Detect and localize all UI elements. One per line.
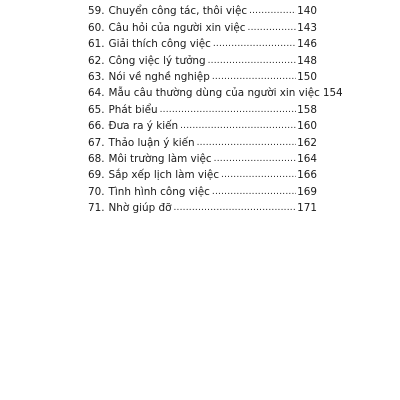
entry-title: Mẫu câu thường dùng của người xin việc — [108, 87, 320, 100]
entry-title: Phát biểu — [108, 103, 158, 116]
dot-leader — [213, 38, 296, 50]
entry-number: 71. — [88, 202, 105, 215]
dot-leader — [221, 169, 296, 181]
entry-number: 59. — [88, 5, 105, 18]
entry-title: Đưa ra ý kiến — [108, 120, 179, 133]
entry-page: 158 — [297, 103, 317, 116]
entry-page: 160 — [297, 120, 317, 133]
entry-title: Chuyển công tác, thôi việc — [108, 5, 248, 18]
entry-page: 140 — [297, 5, 317, 18]
toc-entry — [88, 50, 317, 66]
dot-leader — [197, 137, 297, 149]
dot-leader — [212, 71, 296, 83]
entry-page: 154 — [322, 87, 343, 100]
entry-number: 63. — [88, 70, 105, 83]
toc-entry — [88, 83, 343, 100]
entry-number: 66. — [88, 120, 105, 133]
entry-page: 171 — [297, 202, 317, 215]
entry-title: Câu hỏi của người xin việc — [108, 21, 246, 34]
entry-page: 162 — [297, 136, 317, 149]
entry-title: Môi trường làm việc — [108, 152, 212, 165]
entry-page: 148 — [297, 54, 317, 67]
entry-title: Nhờ giúp đỡ — [108, 202, 172, 215]
entry-number: 64. — [88, 87, 105, 100]
entry-number: 60. — [88, 21, 105, 34]
entry-number: 62. — [88, 54, 105, 67]
entry-page: 150 — [297, 70, 317, 83]
entry-title: Sắp xếp lịch làm việc — [108, 169, 220, 182]
entry-title: Công việc lý tưởng — [108, 54, 206, 67]
entry-number: 70. — [88, 185, 105, 198]
entry-title: Giải thích công việc — [108, 38, 211, 51]
table-of-contents — [88, 0, 343, 215]
dot-leader — [160, 104, 297, 116]
entry-page: 143 — [297, 21, 317, 34]
entry-number: 67. — [88, 136, 105, 149]
dot-leader — [249, 5, 296, 17]
toc-entry — [88, 198, 317, 214]
toc-entry — [88, 1, 317, 17]
dot-leader — [208, 55, 297, 67]
toc-entry — [88, 17, 317, 33]
toc-entry — [88, 132, 317, 148]
entry-page: 146 — [297, 38, 317, 51]
dot-leader — [180, 120, 296, 132]
toc-entry — [88, 165, 317, 181]
entry-page: 166 — [297, 169, 317, 182]
entry-title: Thảo luận ý kiến — [108, 136, 195, 149]
toc-entry — [88, 34, 317, 50]
entry-number: 69. — [88, 169, 105, 182]
entry-title: Nói về nghề nghiệp — [108, 70, 210, 83]
entry-number: 61. — [88, 38, 105, 51]
dot-leader — [248, 22, 297, 34]
toc-entry — [88, 116, 317, 132]
toc-entry — [88, 149, 317, 165]
dot-leader — [173, 202, 296, 214]
entry-number: 68. — [88, 152, 105, 165]
entry-title: Tình hình công việc — [108, 185, 210, 198]
dot-leader — [212, 186, 296, 198]
entry-page: 164 — [297, 152, 317, 165]
dot-leader — [214, 153, 297, 165]
toc-entry — [88, 181, 317, 197]
entry-page: 169 — [297, 185, 317, 198]
entry-number: 65. — [88, 103, 105, 116]
toc-entry — [88, 67, 317, 83]
toc-entry — [88, 99, 317, 115]
